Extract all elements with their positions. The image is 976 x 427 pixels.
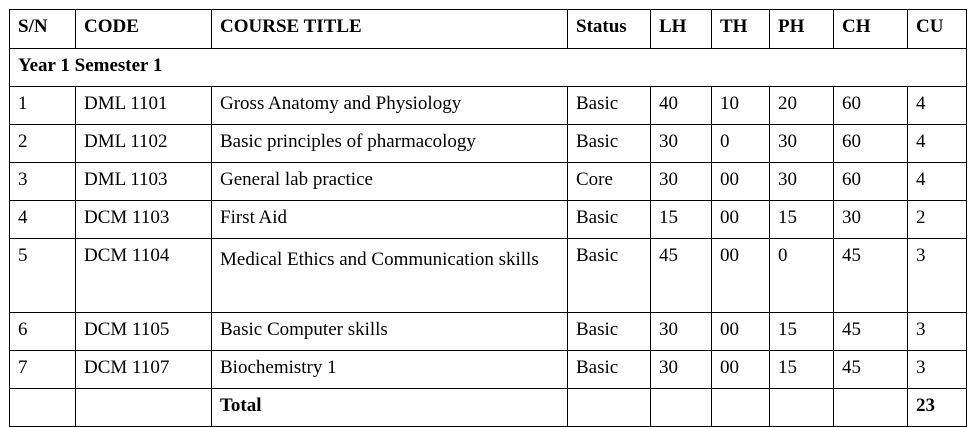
- header-row: [10, 10, 967, 49]
- cell-empty: [651, 389, 712, 427]
- semester-label: Year 1 Semester 1: [10, 49, 967, 87]
- total-cu: 23: [908, 389, 967, 427]
- table-row: [10, 351, 967, 389]
- cell-code: DCM 1104: [76, 239, 212, 313]
- course-table: [9, 9, 967, 427]
- cell-empty: [834, 389, 908, 427]
- cell-sn: 2: [10, 125, 76, 163]
- cell-ph: 20: [770, 87, 834, 125]
- cell-sn: 5: [10, 239, 76, 313]
- cell-sn: 4: [10, 201, 76, 239]
- cell-code: DML 1102: [76, 125, 212, 163]
- cell-empty: [712, 389, 770, 427]
- cell-code: DML 1103: [76, 163, 212, 201]
- cell-ph: 30: [770, 125, 834, 163]
- cell-empty: [770, 389, 834, 427]
- cell-ch: 60: [834, 125, 908, 163]
- table-row: [10, 87, 967, 125]
- cell-ch: 45: [834, 313, 908, 351]
- cell-status: Core: [568, 163, 651, 201]
- cell-status: Basic: [568, 351, 651, 389]
- header-cu: CU: [908, 10, 967, 49]
- cell-ch: 45: [834, 351, 908, 389]
- cell-course-title: General lab practice: [212, 163, 568, 201]
- cell-ph: 30: [770, 163, 834, 201]
- cell-th: 00: [712, 313, 770, 351]
- cell-ch: 45: [834, 239, 908, 313]
- cell-lh: 45: [651, 239, 712, 313]
- cell-cu: 3: [908, 351, 967, 389]
- cell-cu: 4: [908, 125, 967, 163]
- cell-ph: 15: [770, 313, 834, 351]
- cell-cu: 4: [908, 163, 967, 201]
- cell-code: DCM 1107: [76, 351, 212, 389]
- header-code: CODE: [76, 10, 212, 49]
- cell-course-title: Basic principles of pharmacology: [212, 125, 568, 163]
- cell-ph: 15: [770, 351, 834, 389]
- table-row: [10, 239, 967, 313]
- cell-empty: [568, 389, 651, 427]
- header-lh: LH: [651, 10, 712, 49]
- cell-sn: 1: [10, 87, 76, 125]
- header-th: TH: [712, 10, 770, 49]
- cell-cu: 2: [908, 201, 967, 239]
- table-row: [10, 313, 967, 351]
- cell-course-title: Medical Ethics and Communication skills: [212, 239, 568, 313]
- header-ph: PH: [770, 10, 834, 49]
- cell-status: Basic: [568, 239, 651, 313]
- cell-ch: 30: [834, 201, 908, 239]
- cell-th: 10: [712, 87, 770, 125]
- cell-course-title: First Aid: [212, 201, 568, 239]
- cell-cu: 3: [908, 313, 967, 351]
- cell-sn: 7: [10, 351, 76, 389]
- cell-course-title: Basic Computer skills: [212, 313, 568, 351]
- cell-lh: 30: [651, 313, 712, 351]
- cell-lh: 40: [651, 87, 712, 125]
- cell-sn: 3: [10, 163, 76, 201]
- cell-lh: 30: [651, 125, 712, 163]
- cell-status: Basic: [568, 201, 651, 239]
- cell-status: Basic: [568, 125, 651, 163]
- total-row: [10, 389, 967, 427]
- cell-th: 00: [712, 201, 770, 239]
- header-status: Status: [568, 10, 651, 49]
- semester-row: [10, 49, 967, 87]
- cell-empty: [10, 389, 76, 427]
- cell-code: DCM 1105: [76, 313, 212, 351]
- cell-ch: 60: [834, 163, 908, 201]
- cell-status: Basic: [568, 87, 651, 125]
- header-ch: CH: [834, 10, 908, 49]
- cell-th: 00: [712, 163, 770, 201]
- table-row: [10, 201, 967, 239]
- table-row: [10, 125, 967, 163]
- cell-status: Basic: [568, 313, 651, 351]
- cell-th: 00: [712, 351, 770, 389]
- cell-ph: 0: [770, 239, 834, 313]
- cell-cu: 3: [908, 239, 967, 313]
- header-course-title: COURSE TITLE: [212, 10, 568, 49]
- cell-code: DML 1101: [76, 87, 212, 125]
- cell-sn: 6: [10, 313, 76, 351]
- cell-lh: 30: [651, 163, 712, 201]
- cell-course-title: Gross Anatomy and Physiology: [212, 87, 568, 125]
- cell-empty: [76, 389, 212, 427]
- total-label: Total: [212, 389, 568, 427]
- cell-th: 0: [712, 125, 770, 163]
- cell-th: 00: [712, 239, 770, 313]
- header-sn: S/N: [10, 10, 76, 49]
- cell-cu: 4: [908, 87, 967, 125]
- cell-ph: 15: [770, 201, 834, 239]
- cell-course-title: Biochemistry 1: [212, 351, 568, 389]
- table-row: [10, 163, 967, 201]
- cell-code: DCM 1103: [76, 201, 212, 239]
- cell-lh: 15: [651, 201, 712, 239]
- cell-lh: 30: [651, 351, 712, 389]
- cell-ch: 60: [834, 87, 908, 125]
